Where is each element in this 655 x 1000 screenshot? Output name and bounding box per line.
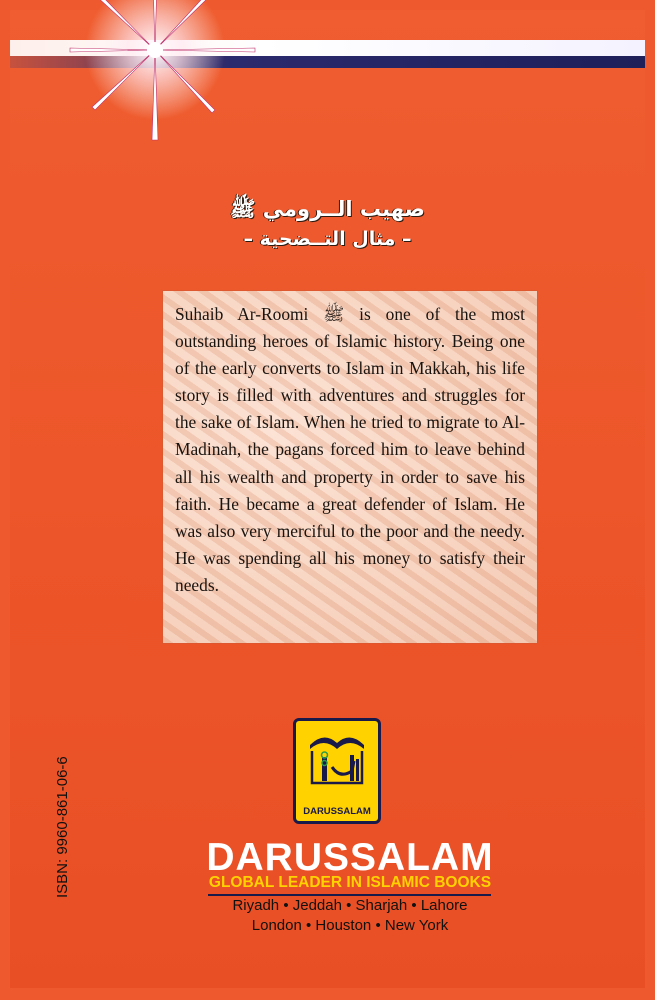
publisher-name: DARUSSALAM [206, 836, 494, 879]
blurb-panel [163, 291, 537, 643]
publisher-logo [293, 718, 381, 824]
book-mosque-icon [296, 721, 378, 803]
logo-name: DARUSSALAM [303, 806, 371, 817]
tagline-divider [208, 894, 491, 896]
starburst-icon [40, 0, 280, 190]
blurb-text: Suhaib Ar-Roomi ﷺ is one of the most outstanding heroes of Islamic history. Being one of the early converts to Islam in Makkah, his life story is filled with adventures and struggles for the sake of Islam. When he tried to migrate to Al-Madinah, the pagans forced him to leave behind all his wealth and property in order to save his faith. He became a great defender of Islam. He was also very merciful to the poor and the needy. He was spending all his money to satisfy their needs. [175, 304, 525, 595]
cities-line-2: London • Houston • New York [251, 917, 449, 934]
arabic-title: صهيب الــرومي ﷺ [230, 197, 425, 221]
publisher-tagline: GLOBAL LEADER IN ISLAMIC BOOKS [208, 874, 492, 891]
cities-line-1: Riyadh • Jeddah • Sharjah • Lahore [232, 897, 468, 914]
arabic-subtitle: – مثال التــضحية – [243, 228, 412, 250]
isbn-label: ISBN: 9960-861-06-6 [54, 756, 71, 898]
